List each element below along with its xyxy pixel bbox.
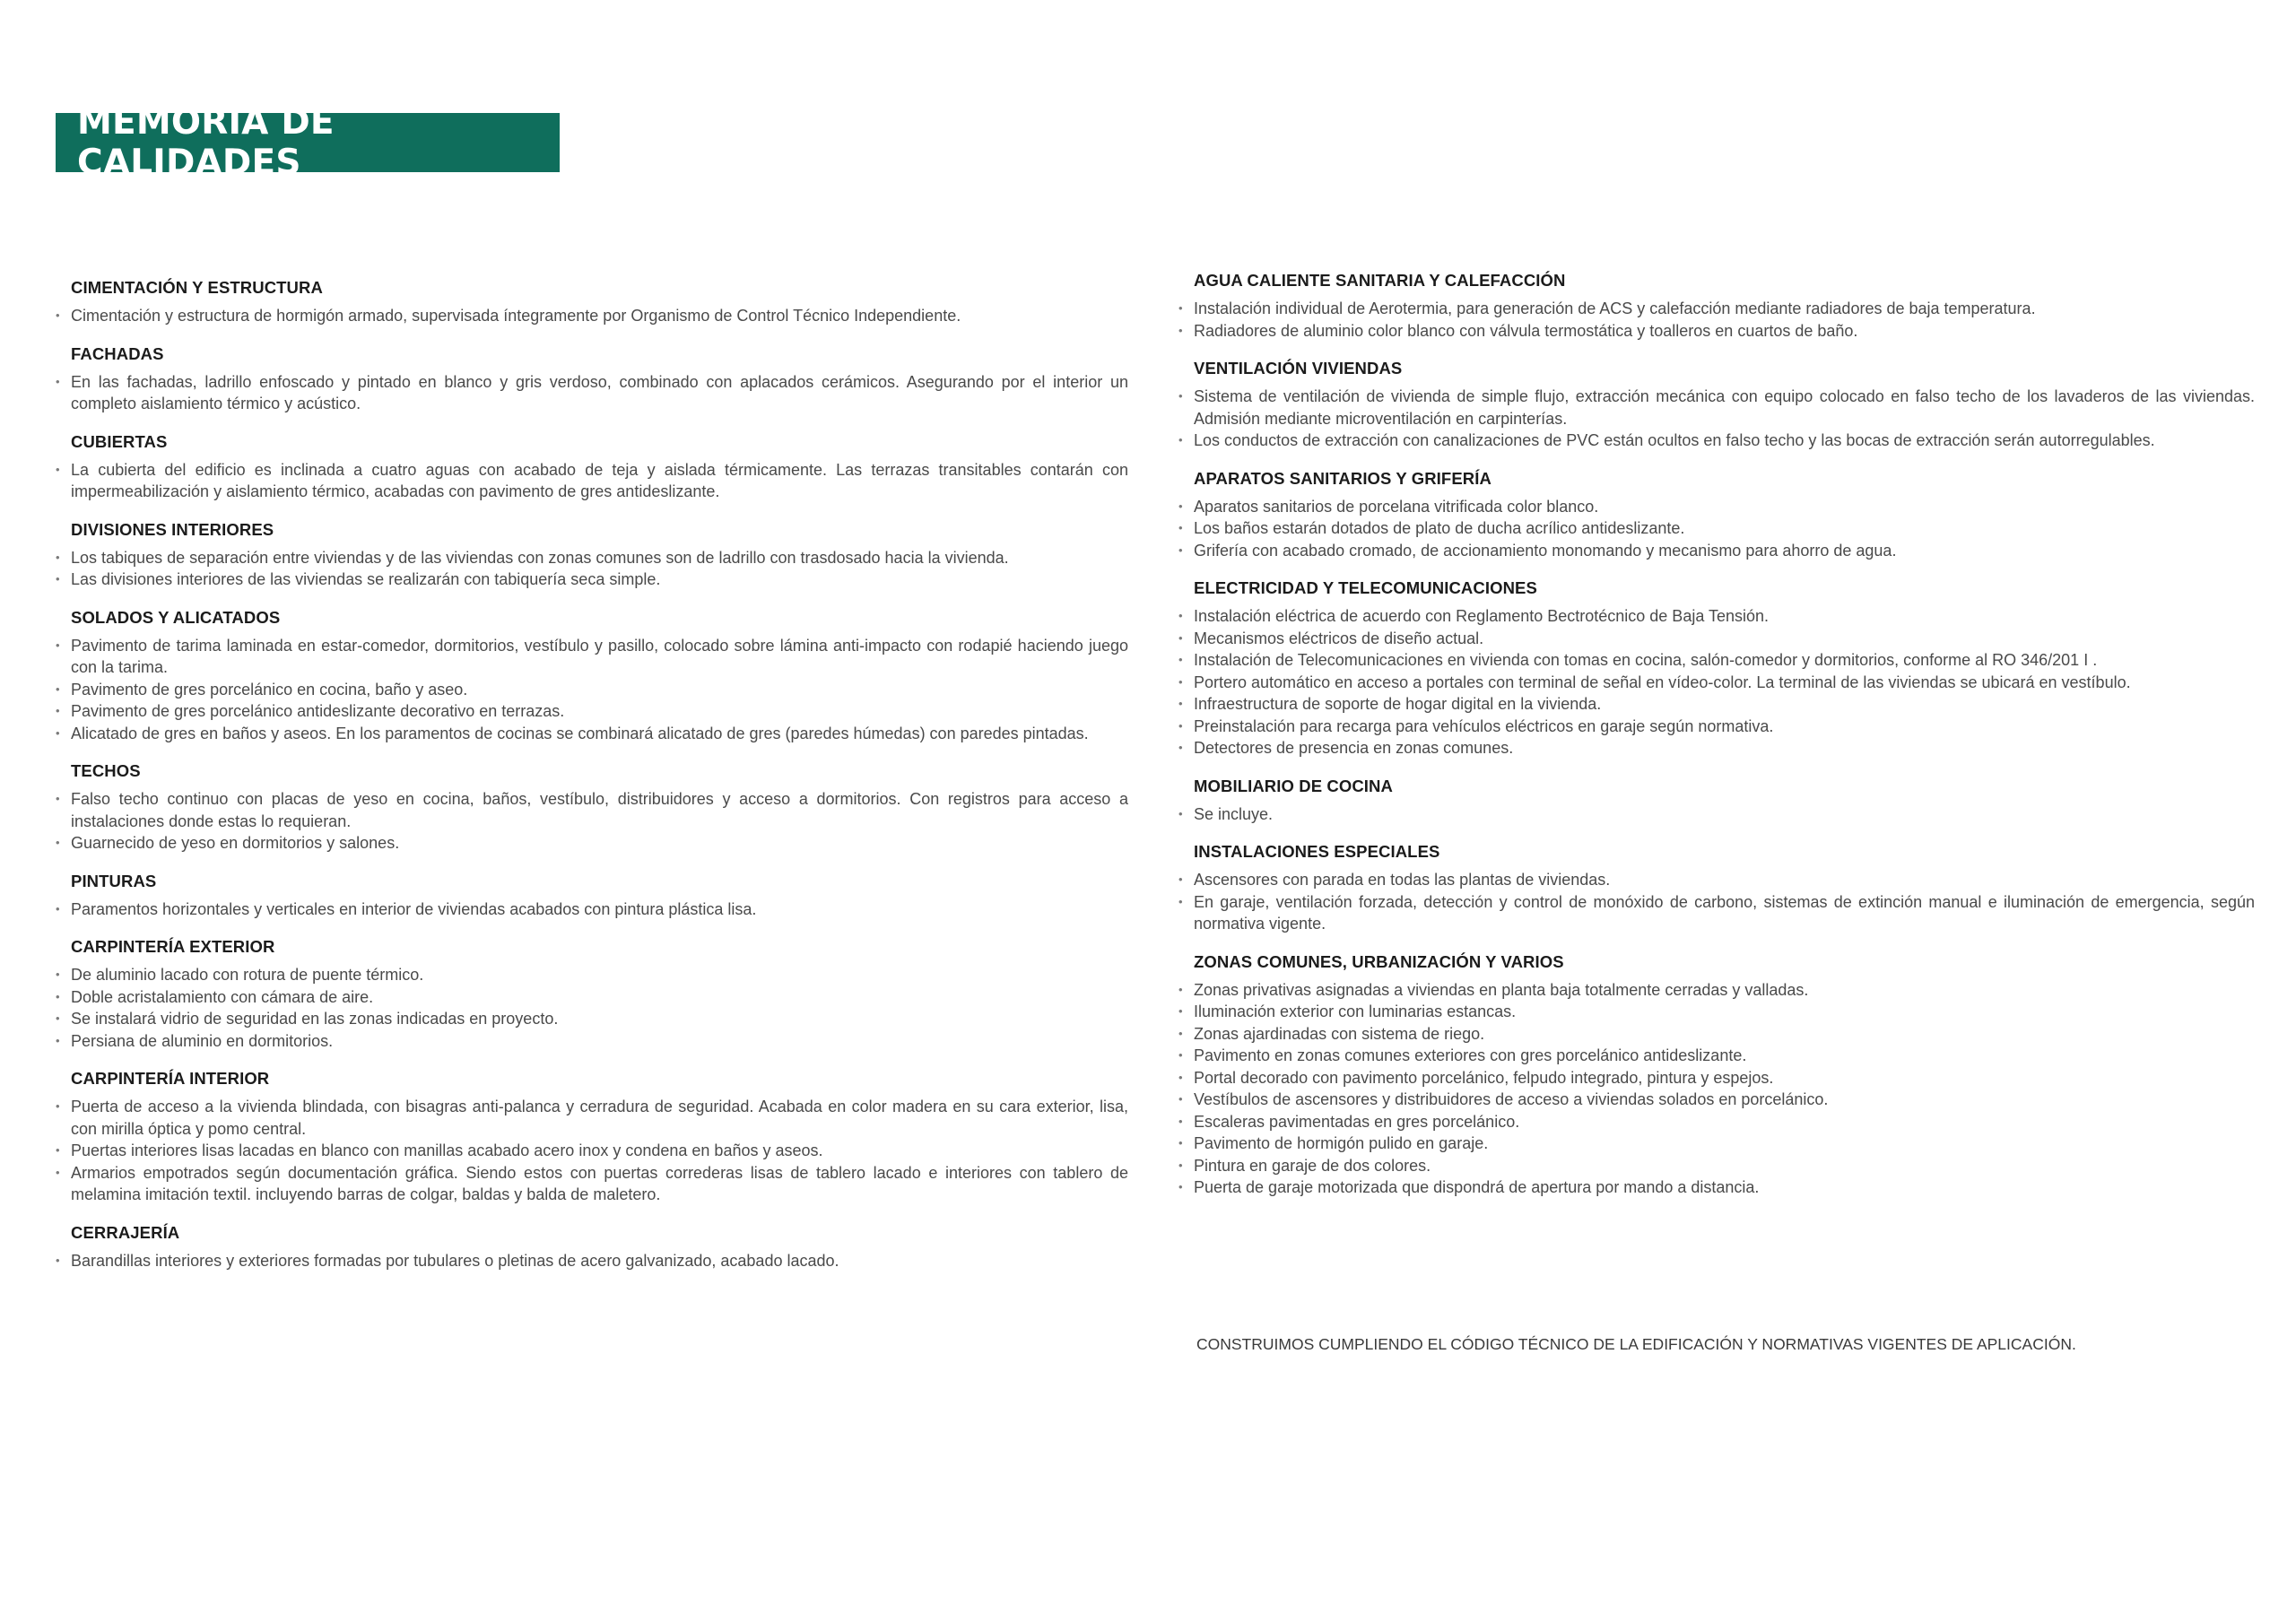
bullet-list [56,459,1128,503]
bullet-list [56,547,1128,591]
bullet-item: • Escaleras pavimentadas en gres porcelánico. [1178,1111,2255,1133]
bullet-item: • Pavimento de gres porcelánico en cocina, baño y aseo. [56,679,1128,701]
bullet-item: • Armarios empotrados según documentación gráfica. Siendo estos con puertas correderas lisas de tablero lacado e interiores con tablero de melamina imitación textil. incluyendo barras de colgar, baldas y balda de maletero. [56,1162,1128,1206]
section-title: PINTURAS [71,871,157,890]
bullet-item: • Instalación individual de Aerotermia, para generación de ACS y calefacción mediante radiadores de baja temperatura. [1178,298,2255,320]
bullet-item: • Zonas privativas asignadas a viviendas en planta baja totalmente cerradas y valladas. [1178,979,2255,1002]
page-title-banner [56,102,560,183]
bullet-list [1178,496,2255,562]
bullet-item: • Cimentación y estructura de hormigón armado, supervisada íntegramente por Organismo de Control Técnico Independiente. [56,305,1128,327]
bullet-item: • Doble acristalamiento con cámara de aire. [56,986,1128,1009]
bullet-item: • Guarnecido de yeso en dormitorios y salones. [56,832,1128,855]
section-solados-y-alicatados [56,608,1128,745]
section-title: APARATOS SANITARIOS Y GRIFERÍA [1194,468,1492,488]
bullet-item: • Instalación eléctrica de acuerdo con Reglamento Bectrotécnico de Baja Tensión. [1178,605,2255,628]
bullet-item: • Sistema de ventilación de vivienda de simple flujo, extracción mecánica con equipo colocado en falso techo de los lavaderos de las viviendas. Admisión mediante microventilación en carpinterías. [1178,386,2255,430]
bullet-item: • Los baños estarán dotados de plato de ducha acrílico antideslizante. [1178,517,2255,540]
section-title: CIMENTACIÓN Y ESTRUCTURA [71,278,323,297]
section-mobiliario-de-cocina [1178,777,2255,826]
bullet-item: • Se incluye. [1178,803,2255,826]
section-cimentacion-y-estructura [56,278,1128,327]
section-title: INSTALACIONES ESPECIALES [1194,842,1440,861]
bullet-list [1178,869,2255,935]
bullet-item: • Puerta de acceso a la vivienda blindada, con bisagras anti-palanca y cerradura de seguridad. Acabada en color madera en su cara exterior, lisa, con mirilla óptica y pomo central. [56,1096,1128,1140]
section-title: VENTILACIÓN VIVIENDAS [1194,359,1403,378]
section-title: SOLADOS Y ALICATADOS [71,607,281,627]
bullet-list [56,371,1128,415]
bullet-item: • Vestíbulos de ascensores y distribuidores de acceso a viviendas solados en porcelánico. [1178,1089,2255,1111]
footer-note: CONSTRUIMOS CUMPLIENDO EL CÓDIGO TÉCNICO DE LA EDIFICACIÓN Y NORMATIVAS VIGENTES DE APLICACIÓN. [1196,1335,2076,1353]
bullet-item: • Pavimento de tarima laminada en estar-comedor, dormitorios, vestíbulo y pasillo, colocado sobre lámina anti-impacto con rodapié haciendo juego con la tarima. [56,635,1128,679]
bullet-list [1178,803,2255,826]
bullet-list [1178,979,2255,1199]
bullet-item: • Mecanismos eléctricos de diseño actual. [1178,628,2255,650]
bullet-item: • Pintura en garaje de dos colores. [1178,1155,2255,1177]
bullet-list [56,635,1128,745]
bullet-item: • De aluminio lacado con rotura de puente térmico. [56,964,1128,986]
bullet-item: • Alicatado de gres en baños y aseos. En los paramentos de cocinas se combinará alicatado de gres (paredes húmedas) con paredes pintadas. [56,723,1128,745]
section-carpinteria-interior [56,1069,1128,1206]
bullet-list [56,1250,1128,1272]
bullet-list [1178,605,2255,759]
right-column [1178,271,2255,1216]
bullet-item: • Portero automático en acceso a portales con terminal de señal en vídeo-color. La terminal de las viviendas se ubicará en vestíbulo. [1178,672,2255,694]
section-instalaciones-especiales [1178,842,2255,935]
bullet-item: • Pavimento de hormigón pulido en garaje. [1178,1133,2255,1155]
bullet-item: • Portal decorado con pavimento porcelánico, felpudo integrado, pintura y espejos. [1178,1067,2255,1089]
bullet-item: • Persiana de aluminio en dormitorios. [56,1030,1128,1053]
page-title: MEMORIA DE CALIDADES [77,102,335,183]
section-title: CUBIERTAS [71,431,168,451]
section-title: DIVISIONES INTERIORES [71,519,274,539]
section-title: CARPINTERÍA EXTERIOR [71,937,275,956]
bullet-list [56,305,1128,327]
bullet-list [56,1096,1128,1206]
section-techos [56,761,1128,855]
left-column [56,278,1128,1289]
section-aparatos-sanitarios-y-griferia [1178,469,2255,562]
bullet-item: • Iluminación exterior con luminarias estancas. [1178,1001,2255,1023]
bullet-list [1178,298,2255,342]
bullet-item: • Detectores de presencia en zonas comunes. [1178,737,2255,759]
bullet-item: • Paramentos horizontales y verticales en interior de viviendas acabados con pintura plástica lisa. [56,898,1128,921]
section-fachadas [56,344,1128,415]
section-title: CARPINTERÍA INTERIOR [71,1069,270,1088]
section-carpinteria-exterior [56,937,1128,1052]
section-cubiertas [56,432,1128,503]
section-divisiones-interiores [56,520,1128,591]
bullet-item: • Aparatos sanitarios de porcelana vitrificada color blanco. [1178,496,2255,518]
bullet-item: • Zonas ajardinadas con sistema de riego. [1178,1023,2255,1046]
bullet-item: • Los tabiques de separación entre viviendas y de las viviendas con zonas comunes son de ladrillo con trasdosado hacia la vivienda. [56,547,1128,569]
section-agua-caliente-sanitaria-y-calefaccion [1178,271,2255,342]
bullet-item: • Preinstalación para recarga para vehículos eléctricos en garaje según normativa. [1178,716,2255,738]
bullet-item: • Puerta de garaje motorizada que dispondrá de apertura por mando a distancia. [1178,1176,2255,1199]
section-title: MOBILIARIO DE COCINA [1194,776,1393,795]
bullet-item: • En garaje, ventilación forzada, detección y control de monóxido de carbono, sistemas de extinción manual e iluminación de emergencia, según normativa vigente. [1178,891,2255,935]
section-title: FACHADAS [71,343,164,363]
bullet-item: • Pavimento de gres porcelánico antideslizante decorativo en terrazas. [56,700,1128,723]
section-title: ZONAS COMUNES, URBANIZACIÓN Y VARIOS [1194,951,1564,971]
bullet-list [56,964,1128,1052]
bullet-item: • Instalación de Telecomunicaciones en vivienda con tomas en cocina, salón-comedor y dormitorios, conforme al RO 346/201 I . [1178,649,2255,672]
bullet-item: • Se instalará vidrio de seguridad en las zonas indicadas en proyecto. [56,1008,1128,1030]
bullet-item: • Barandillas interiores y exteriores formadas por tubulares o pletinas de acero galvanizado, acabado lacado. [56,1250,1128,1272]
bullet-item: • Ascensores con parada en todas las plantas de viviendas. [1178,869,2255,891]
section-pinturas [56,872,1128,921]
bullet-item: • La cubierta del edificio es inclinada a cuatro aguas con acabado de teja y aislada térmicamente. Las terrazas transitables contarán con impermeabilización y aislamiento térmico, acabadas con pavimento de gres antideslizante. [56,459,1128,503]
bullet-item: • Los conductos de extracción con canalizaciones de PVC están ocultos en falso techo y las bocas de extracción serán autorregulables. [1178,430,2255,452]
section-title: TECHOS [71,761,141,780]
section-title: AGUA CALIENTE SANITARIA Y CALEFACCIÓN [1194,271,1566,290]
bullet-list [56,788,1128,855]
bullet-list [1178,386,2255,452]
section-cerrajeria [56,1223,1128,1272]
section-title: ELECTRICIDAD Y TELECOMUNICACIONES [1194,578,1537,597]
section-electricidad-y-telecomunicaciones [1178,578,2255,759]
bullet-list [56,898,1128,921]
section-title: CERRAJERÍA [71,1222,180,1242]
bullet-item: • Puertas interiores lisas lacadas en blanco con manillas acabado acero inox y condena en baños y aseos. [56,1140,1128,1162]
bullet-item: • Infraestructura de soporte de hogar digital en la vivienda. [1178,693,2255,716]
bullet-item: • Radiadores de aluminio color blanco con válvula termostática y toalleros en cuartos de baño. [1178,320,2255,343]
section-ventilacion-viviendas [1178,359,2255,452]
bullet-item: • Falso techo continuo con placas de yeso en cocina, baños, vestíbulo, distribuidores y acceso a dormitorios. Con registros para acceso a instalaciones donde estas lo requieran. [56,788,1128,832]
bullet-item: • Las divisiones interiores de las viviendas se realizarán con tabiquería seca simple. [56,568,1128,591]
bullet-item: • Grifería con acabado cromado, de accionamiento monomando y mecanismo para ahorro de agua. [1178,540,2255,562]
bullet-item: • Pavimento en zonas comunes exteriores con gres porcelánico antideslizante. [1178,1045,2255,1067]
section-zonas-comunes-urbanizacion-y-varios [1178,952,2255,1199]
bullet-item: • En las fachadas, ladrillo enfoscado y pintado en blanco y gris verdoso, combinado con aplacados cerámicos. Asegurando por el interior un completo aislamiento térmico y acústico. [56,371,1128,415]
